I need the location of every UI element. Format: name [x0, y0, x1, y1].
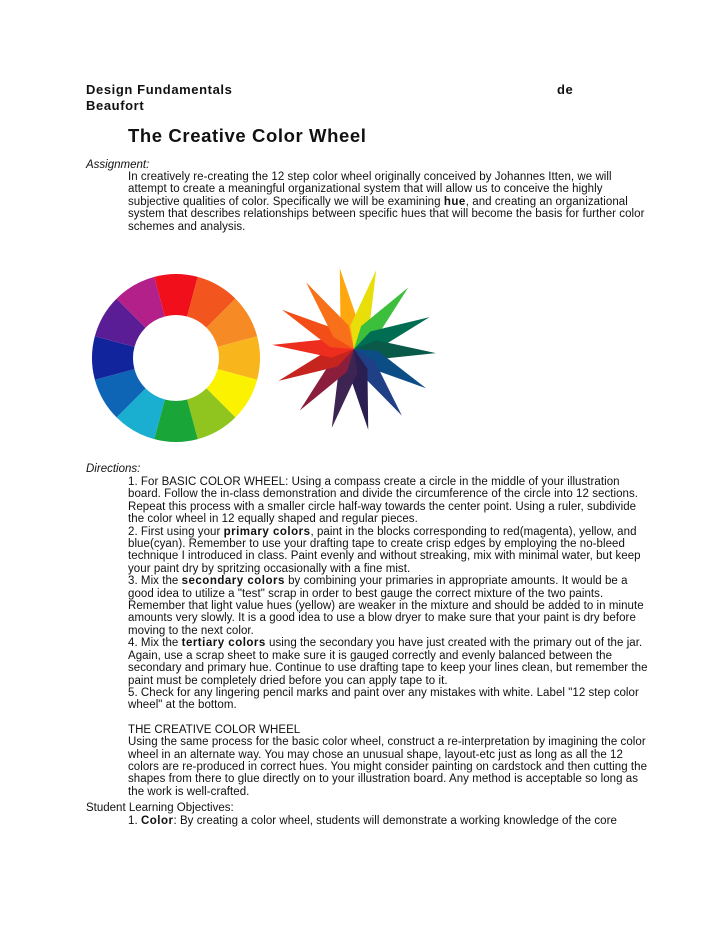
- direction-step-1: [128, 476, 648, 526]
- objective-item-1-bold: Color: [140, 815, 174, 827]
- direction-step-1-text: 1. For BASIC COLOR WHEEL: Using a compass create a circle in the middle of your illustration board. Follow the in-class demonstration and divide the circumference of the circle into 12 sections. Repeat this process with a smaller circle half-way towards the center point. Using a ruler, subdivide the color wheel in 12 equally shaped and regular pieces.: [128, 476, 639, 526]
- color-ring-wheel-segments: [92, 274, 260, 442]
- objective-item-1-text: : By creating a color wheel, students will demonstrate a working knowledge of the core: [173, 815, 617, 827]
- color-star-pinwheel-points: [272, 268, 436, 430]
- direction-step-3-pre: 3. Mix the: [128, 575, 182, 588]
- direction-step-2-post: , paint in the blocks corresponding to red(magenta), yellow, and blue(cyan). Remember to use your drafting tape to create crisp edges by employing the no-bleed technique I introduced in class. Paint evenly and without streaking, mix with minimal water, but keep your paint dry by spritzing occasionally with a fine mist.: [128, 525, 641, 575]
- direction-step-3-post: by combining your primaries in appropriate amounts. It would be a good idea to utilize a "test" scrap in order to best gauge the correct mixture of the two paints. Remember that light value hues (yellow) are weaker in the mixture and should be added to in minute amounts very slowly. It is a good idea to use a blow dryer to make sure that your paint is dry before moving to the next color.: [128, 575, 644, 637]
- assignment-text: [128, 171, 648, 233]
- direction-step-4-pre: 4. Mix the: [128, 637, 182, 650]
- direction-step-2-pre: 2. First using your: [128, 525, 224, 538]
- direction-step-4-post: using the secondary you have just created with the primary out of the jar. Again, use a scrap sheet to make sure it is gauged correctly and evenly balanced between the secondary and primary hue. Continue to use drafting tape to keep your lines clean, but remember the paint must be completely dried before you can apply tape to it.: [128, 637, 648, 687]
- direction-step-3: [128, 575, 648, 637]
- creative-text: Using the same process for the basic color wheel, construct a re-interpretation by imagining the color wheel in an alternate way. You may chose an unusual shape, layout-etc just as long as all the 12 colors are re-produced in correct hues. You might consider painting on cardstock and then cutting the shapes from there to glue directly on to your illustration board. Any method is acceptable so long as the work is well-crafted.: [128, 736, 648, 798]
- direction-step-5: [128, 687, 648, 712]
- objectives-label: Student Learning Objectives:: [86, 802, 234, 814]
- instructor-name-part2: Beaufort: [86, 98, 145, 113]
- objective-item-1: [128, 815, 688, 827]
- direction-step-2: [128, 526, 648, 576]
- assignment-text-part1: In creatively re-creating the 12 step color wheel originally conceived by Johannes Itten, we will attempt to create a meaningful organizational system that will allow us to conceive the highly subjective qualities of color. Specifically we will be examining: [128, 171, 612, 208]
- direction-step-2-bold: primary colors: [223, 525, 311, 538]
- assignment-text-part2: , and creating an organizational system that describes relationships between specific hues that will become the basis for further color schemes and analysis.: [128, 195, 645, 233]
- color-ring-wheel-icon: [88, 272, 264, 444]
- instructor-name-part1: de: [557, 82, 574, 97]
- color-star-pinwheel-icon: [272, 262, 438, 432]
- directions-label: Directions:: [86, 463, 141, 475]
- assignment-hue: hue: [443, 195, 466, 208]
- direction-step-3-bold: secondary colors: [181, 575, 285, 588]
- assignment-label: Assignment:: [86, 159, 150, 171]
- page-title: The Creative Color Wheel: [128, 125, 367, 146]
- direction-step-4-bold: tertiary colors: [181, 637, 266, 650]
- creative-heading: THE CREATIVE COLOR WHEEL: [128, 723, 301, 736]
- objective-item-1-num: 1.: [128, 815, 141, 827]
- direction-step-5-text: 5. Check for any lingering pencil marks and paint over any mistakes with white. Label "12 step color wheel" at the bottom.: [128, 686, 639, 712]
- direction-step-4: [128, 637, 648, 687]
- directions-steps: [128, 476, 648, 798]
- course-name: Design Fundamentals: [86, 82, 233, 97]
